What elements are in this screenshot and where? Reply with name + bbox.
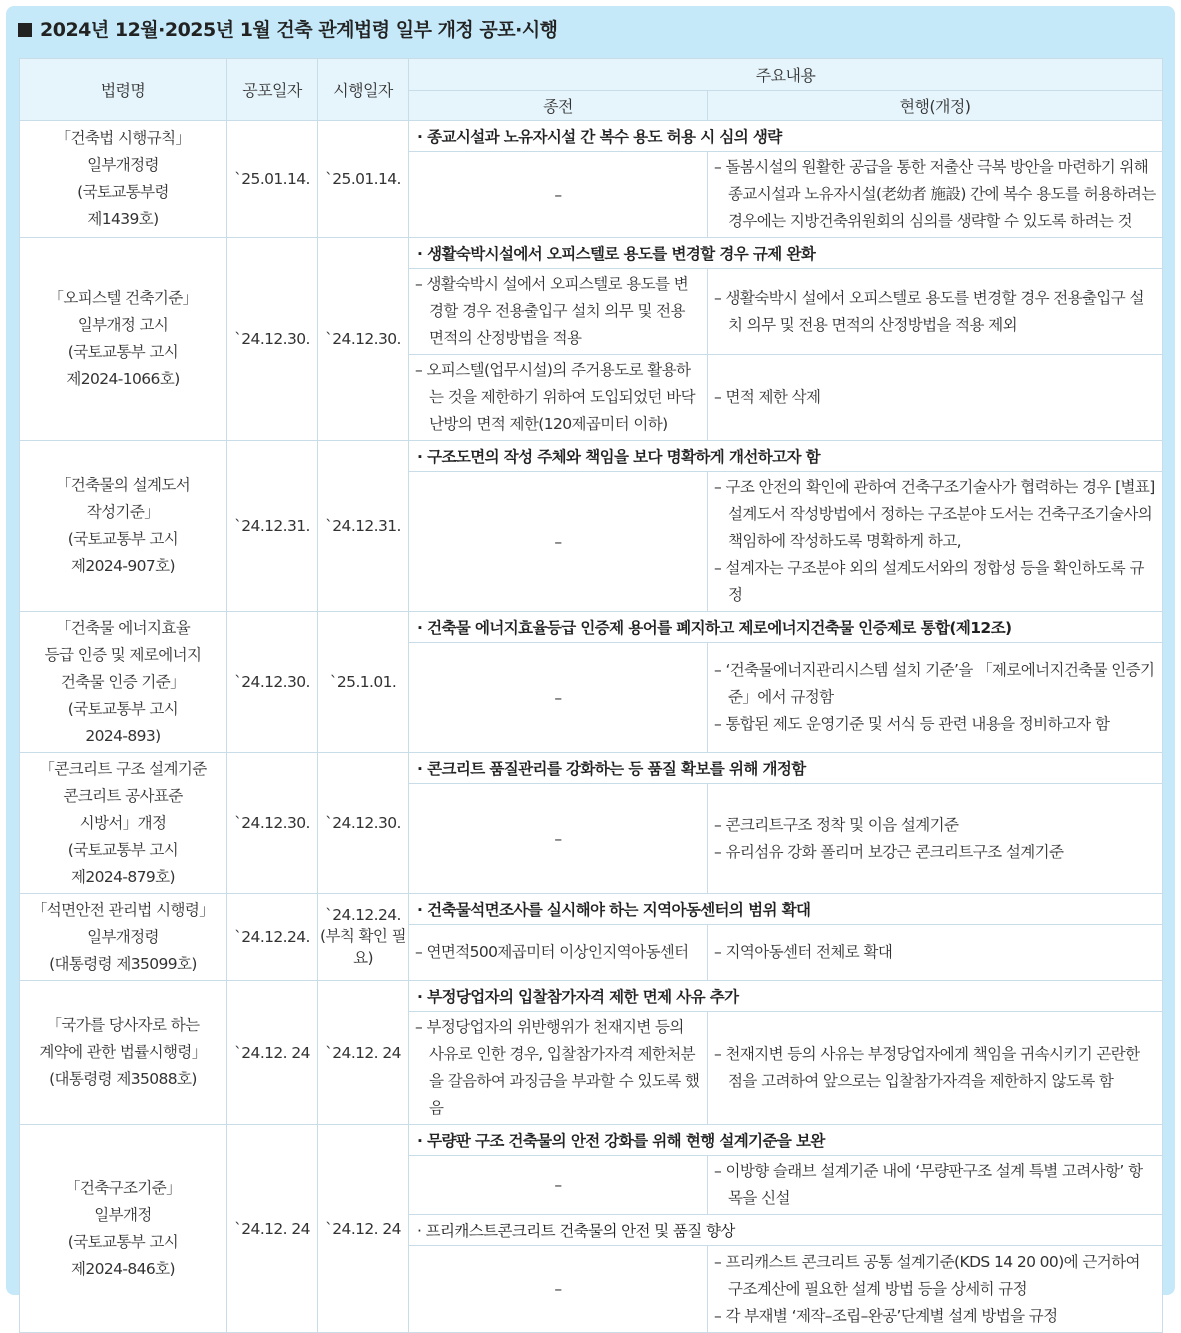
subject-heading: · 무량판 구조 건축물의 안전 강화를 위해 현행 설계기준을 보완 — [409, 1125, 1163, 1156]
subject-heading: · 부정당업자의 입찰참가자격 제한 면제 사유 추가 — [409, 981, 1163, 1012]
law-name-cell — [20, 981, 227, 1125]
law-name-line: 등급 인증 및 제로에너지 — [44, 645, 202, 664]
before-item: – — [554, 185, 562, 204]
after-item: – 이방향 슬래브 설계기준 내에 ‘무량판구조 설계 특별 고려사항’ 항목을 신설 — [714, 1162, 1143, 1207]
header-after: 현행(개정) — [708, 91, 1163, 121]
after-item: – 각 부재별 ‘제작–조립–완공’단계별 설계 방법을 규정 — [714, 1306, 1058, 1325]
law-name-line: 일부개정 고시 — [77, 316, 169, 334]
after-item: – 구조 안전의 확인에 관하여 건축구조기술사가 협력하는 경우 [별표] 설계도서 작성방법에서 정하는 구조분야 도서는 건축구조기술사의 책임하에 작성하도록 명확하게 하고, — [714, 478, 1155, 550]
after-item: – 지역아동센터 전체로 확대 — [714, 943, 893, 961]
subject-heading: · 종교시설과 노유자시설 간 복수 용도 허용 시 심의 생략 — [409, 121, 1163, 152]
law-name-cell — [20, 894, 227, 981]
header-before: 종전 — [409, 91, 708, 121]
subject-heading: · 생활숙박시설에서 오피스텔로 용도를 변경할 경우 규제 완화 — [409, 238, 1163, 269]
law-name-line: 작성기준」 — [86, 503, 160, 521]
promulgation-date: `24.12.30. — [227, 238, 318, 441]
page-title-text: 2024년 12월·2025년 1월 건축 관계법령 일부 개정 공포·시행 — [40, 19, 558, 41]
before-item: – — [554, 829, 562, 848]
subject-heading: · 프리캐스트콘크리트 건축물의 안전 및 품질 향상 — [409, 1215, 1163, 1246]
table-row — [20, 238, 1163, 269]
effective-date: `25.1.01. — [318, 612, 409, 753]
law-name-cell — [20, 1125, 227, 1333]
after-cell — [708, 269, 1163, 355]
after-cell — [708, 1246, 1163, 1333]
header-effective-date: 시행일자 — [318, 59, 409, 121]
promulgation-date: `24.12. 24 — [227, 1125, 318, 1333]
header-law-name: 법령명 — [20, 59, 227, 121]
after-item: – 통합된 제도 운영기준 및 서식 등 관련 내용을 정비하고자 함 — [714, 715, 1110, 733]
effective-date: `24.12.31. — [318, 441, 409, 612]
law-name-line: 「건축법 시행규칙」 — [55, 129, 191, 147]
after-cell — [708, 472, 1163, 612]
before-cell — [409, 643, 708, 753]
after-item: – 콘크리트구조 정착 및 이음 설계기준 — [714, 815, 959, 834]
law-revision-table — [19, 58, 1163, 1333]
after-item: – 천재지변 등의 사유는 부정당업자에게 책임을 귀속시키기 곤란한 점을 고려하여 앞으로는 입찰참가자격을 제한하지 않도록 함 — [714, 1045, 1140, 1090]
before-item: – 연면적500제곱미터 이상인지역아동센터 — [415, 943, 689, 961]
table-row — [20, 894, 1163, 925]
law-name-cell — [20, 612, 227, 753]
law-name-line: 「오피스텔 건축기준」 — [48, 289, 198, 307]
after-cell — [708, 643, 1163, 753]
law-name-line: (국토교통부 고시 — [67, 530, 179, 548]
table-row — [20, 753, 1163, 784]
law-name-line: 「석면안전 관리법 시행령」 — [31, 900, 215, 919]
before-cell — [409, 1246, 708, 1333]
law-name-line: 일부개정 — [94, 1205, 152, 1224]
header-main-content: 주요내용 — [409, 59, 1163, 91]
before-item: – — [554, 1280, 562, 1298]
law-name-line: (국토교통부 고시 — [67, 343, 179, 361]
header-promulgation-date: 공포일자 — [227, 59, 318, 121]
promulgation-date: `24.12.24. — [227, 894, 318, 981]
after-item: – 면적 제한 삭제 — [714, 388, 821, 406]
law-name-line: 제2024-1066호) — [66, 370, 180, 388]
before-item: – — [554, 688, 562, 707]
square-bullet-icon — [18, 23, 32, 37]
law-name-line: 제1439호) — [87, 210, 159, 228]
before-item: – — [554, 532, 562, 551]
before-item: – 오피스텔(업무시설)의 주거용도로 활용하는 것을 제한하기 위하여 도입되었던 바닥난방의 면적 제한(120제곱미터 이하) — [415, 361, 695, 433]
law-name-line: (대통령령 제35088호) — [49, 1070, 197, 1088]
law-name-line: 「건축물의 설계도서 — [55, 476, 191, 494]
after-item: – ‘건축물에너지관리시스템 설치 기준’을 「제로에너지건축물 인증기준」에서 규정함 — [714, 661, 1155, 706]
after-item: – 설계자는 구조분야 외의 설계도서와의 정합성 등을 확인하도록 규정 — [714, 559, 1144, 604]
law-name-line: 제2024-907호) — [70, 557, 176, 575]
subject-heading: · 구조도면의 작성 주체와 책임을 보다 명확하게 개선하고자 함 — [409, 441, 1163, 472]
law-name-line: 「건축물 에너지효율 — [55, 618, 191, 637]
after-cell — [708, 784, 1163, 894]
after-cell — [708, 925, 1163, 981]
subject-heading: · 콘크리트 품질관리를 강화하는 등 품질 확보를 위해 개정함 — [409, 753, 1163, 784]
law-name-line: 제2024-879호) — [70, 867, 176, 886]
table-header — [20, 59, 1163, 121]
promulgation-date: `24.12.30. — [227, 612, 318, 753]
law-name-cell — [20, 753, 227, 894]
law-name-line: 「건축구조기준」 — [64, 1178, 182, 1197]
after-cell — [708, 1012, 1163, 1125]
law-name-line: 2024-893) — [85, 726, 161, 745]
law-name-line: (대통령령 제35099호) — [49, 954, 197, 973]
after-cell — [708, 1156, 1163, 1215]
before-cell — [409, 1156, 708, 1215]
table-row — [20, 981, 1163, 1012]
law-name-line: 계약에 관한 법률시행령」 — [39, 1043, 207, 1061]
table-row — [20, 121, 1163, 152]
effective-date: `24.12. 24 — [318, 1125, 409, 1333]
after-item: – 프리캐스트 콘크리트 공통 설계기준(KDS 14 20 00)에 근거하여 구조계산에 필요한 설계 방법 등을 상세히 규정 — [714, 1252, 1140, 1298]
law-name-cell — [20, 238, 227, 441]
promulgation-date: `25.01.14. — [227, 121, 318, 238]
law-name-line: 시방서」개정 — [79, 813, 167, 832]
law-name-line: 「국가를 당사자로 하는 — [46, 1016, 200, 1034]
table-row — [20, 612, 1163, 643]
law-name-cell — [20, 441, 227, 612]
promulgation-date: `24.12.30. — [227, 753, 318, 894]
effective-date: `24.12.30. — [318, 238, 409, 441]
effective-date: `24.12. 24 — [318, 981, 409, 1125]
before-cell — [409, 355, 708, 441]
before-cell — [409, 152, 708, 238]
after-item: – 돌봄시설의 원활한 공급을 통한 저출산 극복 방안을 마련하기 위해 종교시설과 노유자시설(老幼者 施設) 간에 복수 용도를 허용하려는 경우에는 지방건축위원회의 심의를 생략할 수 있도록 하려는 것 — [714, 158, 1156, 230]
law-name-cell — [20, 121, 227, 238]
law-name-line: 일부개정령 — [87, 927, 159, 946]
table-row — [20, 1125, 1163, 1156]
law-name-line: (국토교통부 고시 — [67, 840, 179, 859]
before-item: – 부정당업자의 위반행위가 천재지변 등의 사유로 인한 경우, 입찰참가자격 제한처분을 갈음하여 과징금을 부과할 수 있도록 했음 — [415, 1018, 700, 1117]
law-name-line: (국토교통부 고시 — [67, 1232, 179, 1251]
before-cell — [409, 784, 708, 894]
page-title — [18, 14, 558, 46]
before-cell — [409, 269, 708, 355]
law-name-line: 「콘크리트 구조 설계기준 — [39, 759, 207, 778]
law-name-line: (국토교통부령 — [77, 183, 169, 201]
law-name-line: 제2024-846호) — [70, 1259, 176, 1278]
before-cell — [409, 472, 708, 612]
after-item: – 유리섬유 강화 폴리머 보강근 콘크리트구조 설계기준 — [714, 842, 1064, 861]
subject-heading: · 건축물석면조사를 실시해야 하는 지역아동센터의 범위 확대 — [409, 894, 1163, 925]
promulgation-date: `24.12.31. — [227, 441, 318, 612]
before-cell — [409, 1012, 708, 1125]
law-name-line: (국토교통부 고시 — [67, 699, 179, 718]
before-cell — [409, 925, 708, 981]
effective-date: `25.01.14. — [318, 121, 409, 238]
promulgation-date: `24.12. 24 — [227, 981, 318, 1125]
law-name-line: 건축물 인증 기준」 — [60, 672, 186, 691]
after-cell — [708, 152, 1163, 238]
before-item: – 생활숙박시 설에서 오피스텔로 용도를 변경할 경우 전용출입구 설치 의무 및 전용 면적의 산정방법을 적용 — [415, 275, 689, 347]
table-row — [20, 441, 1163, 472]
after-item: – 생활숙박시 설에서 오피스텔로 용도를 변경할 경우 전용출입구 설치 의무 및 전용 면적의 산정방법을 적용 제외 — [714, 288, 1144, 334]
after-cell — [708, 355, 1163, 441]
subject-heading: · 건축물 에너지효율등급 인증제 용어를 폐지하고 제로에너지건축물 인증제로 통합(제12조) — [409, 612, 1163, 643]
law-name-line: 일부개정령 — [87, 156, 159, 174]
before-item: – — [554, 1176, 562, 1194]
table-body — [20, 121, 1163, 1333]
effective-date: `24.12.30. — [318, 753, 409, 894]
law-name-line: 콘크리트 공사표준 — [63, 786, 183, 805]
effective-date: `24.12.24. (부칙 확인 필요) — [318, 894, 409, 981]
